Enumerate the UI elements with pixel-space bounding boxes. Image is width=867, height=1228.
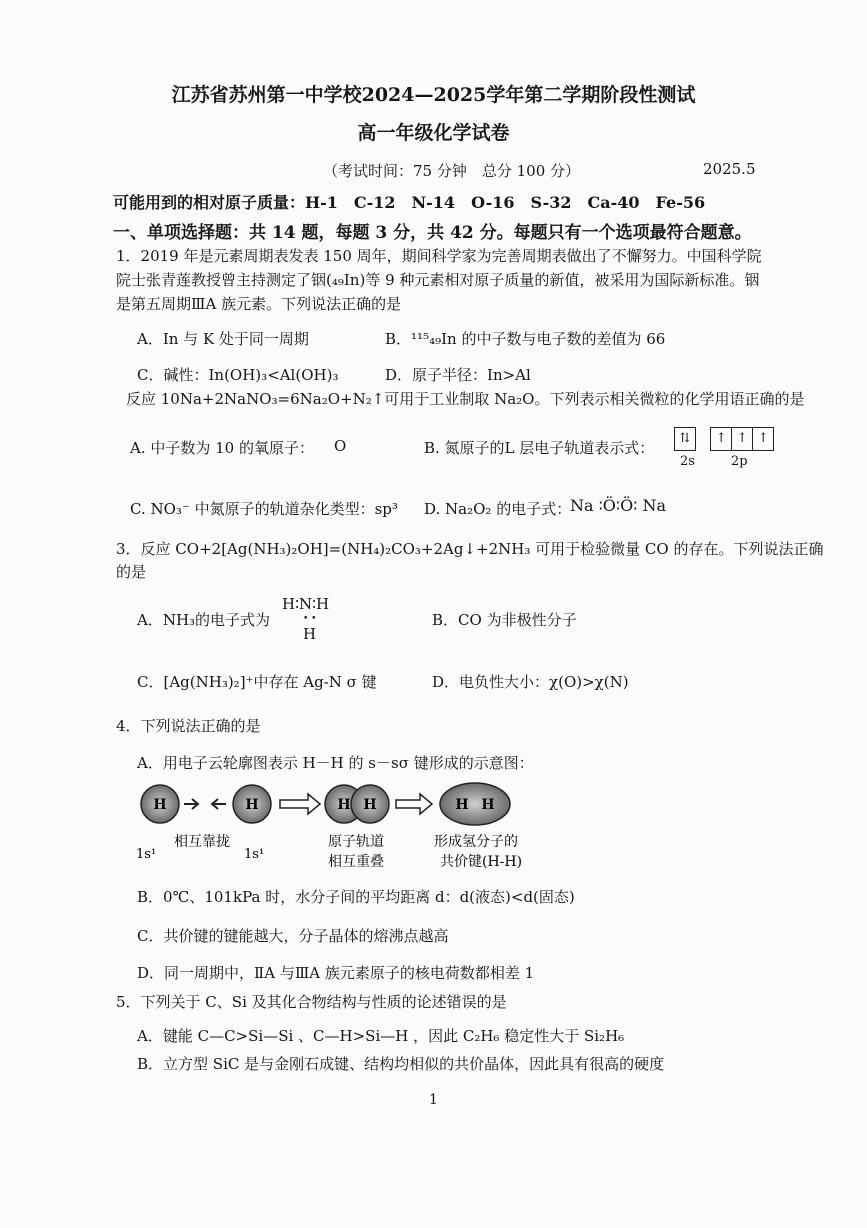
q4-option-c: C．共价键的键能越大，分子晶体的熔沸点越高 — [137, 927, 449, 945]
orbital-2p-box-2: ↑ — [732, 427, 753, 451]
nh3-electron-formula: H∶N∶H — [282, 595, 330, 613]
q3-stem-line1: 3．反应 CO+2[Ag(NH₃)₂OH]=(NH₄)₂CO₃+2Ag↓+2NH₃ 可用于检验微量 CO 的存在。下列说法正确 — [116, 540, 824, 558]
nh3-lone-dots: • • — [303, 614, 317, 624]
orbital-2s-box: ⇅ — [674, 427, 696, 451]
overlap-label-2: H — [363, 797, 377, 813]
q1-option-b: B．¹¹⁵₄₉In 的中子数与电子数的差值为 66 — [385, 330, 666, 348]
q1-stem-line3: 是第五周期ⅢA 族元素。下列说法正确的是 — [116, 295, 402, 313]
na2o2-electron-formula: Na ∶Ö∶Ö∶ Na — [570, 496, 666, 515]
q2-option-c: C. NO₃⁻ 中氮原子的轨道杂化类型：sp³ — [130, 500, 398, 518]
orbital-2p-box-3: ↑ — [753, 427, 774, 451]
q1-stem-line1: 1．2019 年是元素周期表发表 150 周年，期间科学家为完善周期表做出了不懈努力。中国科学院 — [116, 247, 762, 265]
h-atom-label-2: H — [245, 797, 259, 813]
h2-label-1: H — [455, 797, 469, 813]
orbital-2s-label: 2s — [680, 454, 695, 469]
q4-option-d: D．同一周期中，ⅡA 与ⅢA 族元素原子的核电荷数都相差 1 — [137, 964, 535, 982]
q3-option-b: B．CO 为非极性分子 — [432, 611, 577, 629]
section-heading: 一、单项选择题：共 14 题，每题 3 分，共 42 分。每题只有一个选项最符合题意。 — [113, 223, 752, 243]
orbital-2p-box-1: ↑ — [710, 427, 732, 451]
h2-label-2: H — [481, 797, 495, 813]
exam-title: 江苏省苏州第一中学校2024—2025学年第二学期阶段性测试 — [171, 84, 696, 106]
q1-option-d: D．原子半径：In>Al — [385, 366, 531, 384]
q3-option-a: A．NH₃的电子式为 — [137, 611, 271, 629]
h2-bond-diagram — [130, 780, 530, 880]
orbital-2p-label: 2p — [731, 454, 748, 469]
exam-subtitle: 高一年级化学试卷 — [357, 122, 510, 144]
q2-option-b: B. 氮原子的L 层电子轨道表示式： — [424, 439, 655, 457]
q2-option-a-symbol: O — [334, 437, 347, 455]
q3-option-d: D．电负性大小：χ(O)>χ(N) — [432, 673, 629, 691]
orbital-diagram — [674, 427, 774, 451]
q1-option-a: A．In 与 K 处于同一周期 — [137, 330, 309, 348]
exam-date: 2025.5 — [703, 160, 756, 178]
exam-info: （考试时间：75 分钟 总分 100 分） — [323, 162, 581, 180]
q5-option-a: A．键能 C—C>Si—Si 、C—H>Si—H ，因此 C₂H₆ 稳定性大于 Si₂H₆ — [137, 1027, 625, 1045]
h-atom-label-1: H — [153, 797, 167, 813]
label-1s-right: 1s¹ — [244, 847, 265, 862]
q2-option-a: A. 中子数为 10 的氧原子： — [130, 439, 314, 457]
label-approach: 相互靠拢 — [174, 834, 230, 850]
arrow-left-icon — [212, 799, 226, 809]
q3-option-c: C．[Ag(NH₃)₂]⁺中存在 Ag-N σ 键 — [137, 673, 377, 691]
q4-option-b: B．0℃、101kPa 时，水分子间的平均距离 d：d(液态)<d(固态) — [137, 888, 575, 906]
q5-stem: 5．下列关于 C、Si 及其化合物结构与性质的论述错误的是 — [116, 993, 507, 1011]
process-arrow-2-icon — [396, 794, 432, 814]
h2-molecule-cloud — [440, 783, 510, 825]
q2-option-d: D. Na₂O₂ 的电子式： — [424, 500, 572, 518]
q1-stem-line2: 院士张青莲教授曾主持测定了铟(₄₉In)等 9 种元素相对原子质量的新值，被采用为国际新标准。铟 — [116, 271, 760, 289]
atomic-masses: 可能用到的相对原子质量：H-1 C-12 N-14 O-16 S-32 Ca-40 Fe-56 — [113, 193, 706, 212]
page-number: 1 — [429, 1092, 438, 1108]
label-1s-left: 1s¹ — [136, 847, 157, 862]
label-overlap-2: 相互重叠 — [328, 854, 384, 870]
process-arrow-1-icon — [280, 794, 320, 814]
label-overlap-1: 原子轨道 — [328, 834, 384, 850]
overlap-label-1: H — [337, 797, 351, 813]
nh3-bottom-h: H — [303, 625, 317, 643]
q4-option-a: A．用电子云轮廓图表示 H－H 的 s－sσ 键形成的示意图： — [137, 754, 534, 772]
arrow-right-icon — [184, 799, 198, 809]
label-bond-1: 形成氢分子的 — [434, 834, 518, 850]
q4-stem: 4．下列说法正确的是 — [116, 717, 261, 735]
q3-stem-line2: 的是 — [116, 563, 147, 581]
q1-option-c: C．碱性：In(OH)₃<Al(OH)₃ — [137, 366, 339, 384]
label-bond-2: 共价键(H-H) — [440, 854, 523, 870]
q2-stem: 反应 10Na+2NaNO₃=6Na₂O+N₂↑可用于工业制取 Na₂O。下列表示相关微粒的化学用语正确的是 — [126, 390, 805, 408]
q5-option-b: B．立方型 SiC 是与金刚石成键、结构均相似的共价晶体，因此具有很高的硬度 — [137, 1055, 665, 1073]
